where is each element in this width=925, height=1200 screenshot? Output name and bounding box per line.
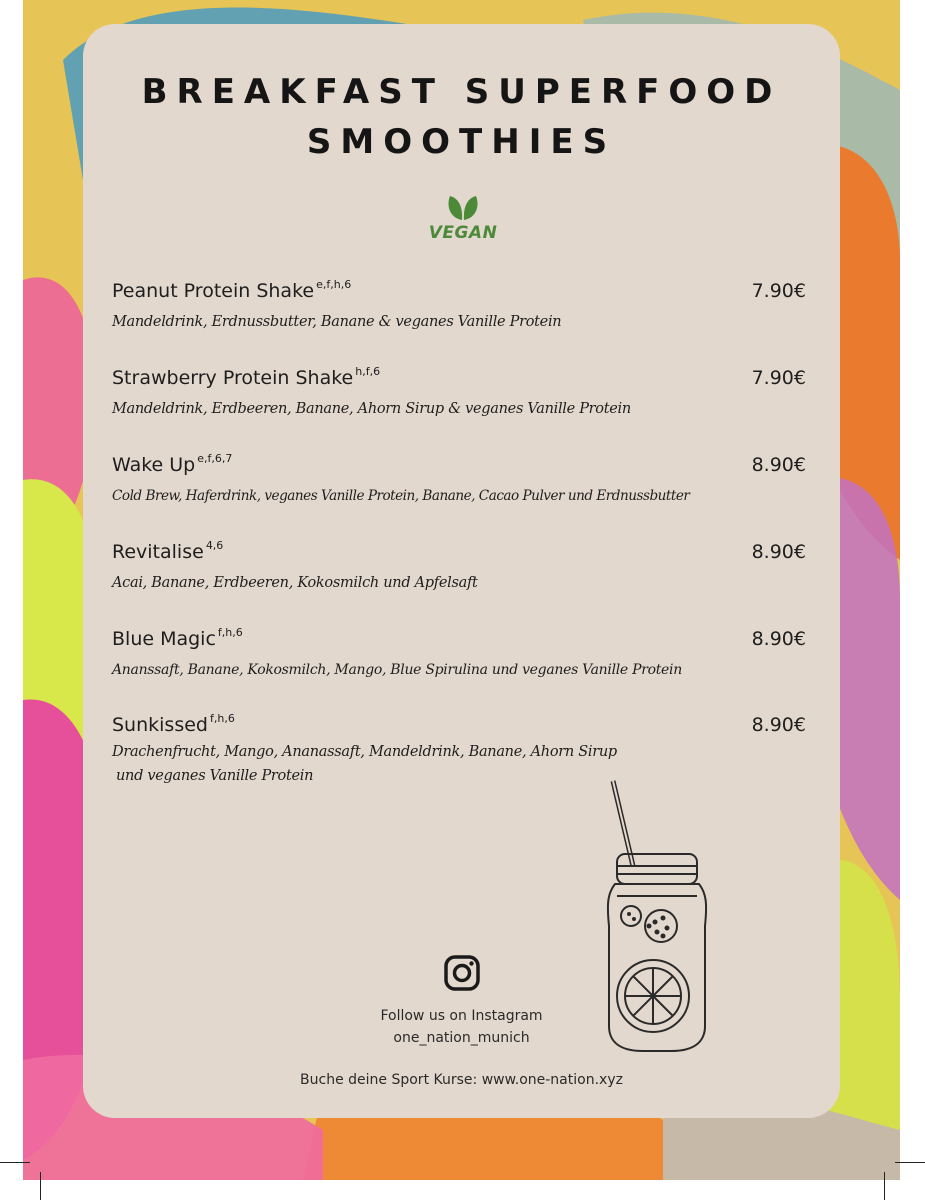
item-name: Sunkissed $^{f,h,6}$	[112, 712, 235, 736]
item-name: Strawberry Protein Shake $^{h,f,6}$	[112, 365, 381, 389]
item-price: 8.90€	[751, 454, 806, 476]
item-description-line2: und veganes Vanille Protein	[116, 768, 314, 784]
allergen-codes: e,f,6,7	[197, 452, 233, 465]
allergen-codes: f,h,6	[217, 626, 243, 639]
instagram-icon[interactable]	[443, 954, 481, 997]
item-name: Revitalise $^{4,6}$	[112, 539, 224, 563]
item-name: Blue Magic $^{f,h,6}$	[112, 626, 243, 650]
item-description: Mandeldrink, Erdbeeren, Banane, Ahorn Sirup & veganes Vanille Protein	[112, 401, 631, 417]
menu-card	[83, 24, 840, 1118]
menu-title-line1: BREAKFAST SUPERFOOD	[141, 72, 782, 112]
crop-mark	[884, 1172, 885, 1200]
item-description: Drachenfrucht, Mango, Ananassaft, Mandeldrink, Banane, Ahorn Sirup	[112, 744, 617, 760]
allergen-codes: f,h,6	[209, 712, 235, 725]
item-price: 8.90€	[751, 541, 806, 563]
item-price: 8.90€	[751, 628, 806, 650]
instagram-handle[interactable]: one_nation_munich	[393, 1030, 530, 1046]
item-description: Acai, Banane, Erdbeeren, Kokosmilch und Apfelsaft	[112, 575, 478, 591]
instagram-follow-text: Follow us on Instagram	[380, 1008, 543, 1024]
item-description: Mandeldrink, Erdnussbutter, Banane & veganes Vanille Protein	[112, 314, 562, 330]
allergen-codes: e,f,h,6	[316, 278, 352, 291]
allergen-codes: 4,6	[205, 539, 224, 552]
crop-mark	[0, 1162, 30, 1163]
item-price: 7.90€	[751, 280, 806, 302]
crop-mark	[895, 1162, 925, 1163]
vegan-badge	[423, 192, 503, 248]
item-description: Ananssaft, Banane, Kokosmilch, Mango, Blue Spirulina und veganes Vanille Protein	[112, 662, 682, 678]
leaf-icon	[446, 192, 480, 222]
item-description: Cold Brew, Haferdrink, veganes Vanille Protein, Banane, Cacao Pulver und Erdnussbutter	[112, 488, 690, 504]
crop-mark	[40, 1172, 41, 1200]
item-price: 7.90€	[751, 367, 806, 389]
allergen-codes: h,f,6	[355, 365, 381, 378]
booking-text[interactable]: Buche deine Sport Kurse: www.one-nation.xyz	[300, 1072, 623, 1088]
item-name: Wake Up $^{e,f,6,7}$	[112, 452, 233, 476]
item-name: Peanut Protein Shake $^{e,f,h,6}$	[112, 278, 352, 302]
item-price: 8.90€	[751, 714, 806, 736]
menu-title-line2: SMOOTHIES	[306, 122, 617, 162]
vegan-label: VEGAN	[428, 223, 498, 243]
